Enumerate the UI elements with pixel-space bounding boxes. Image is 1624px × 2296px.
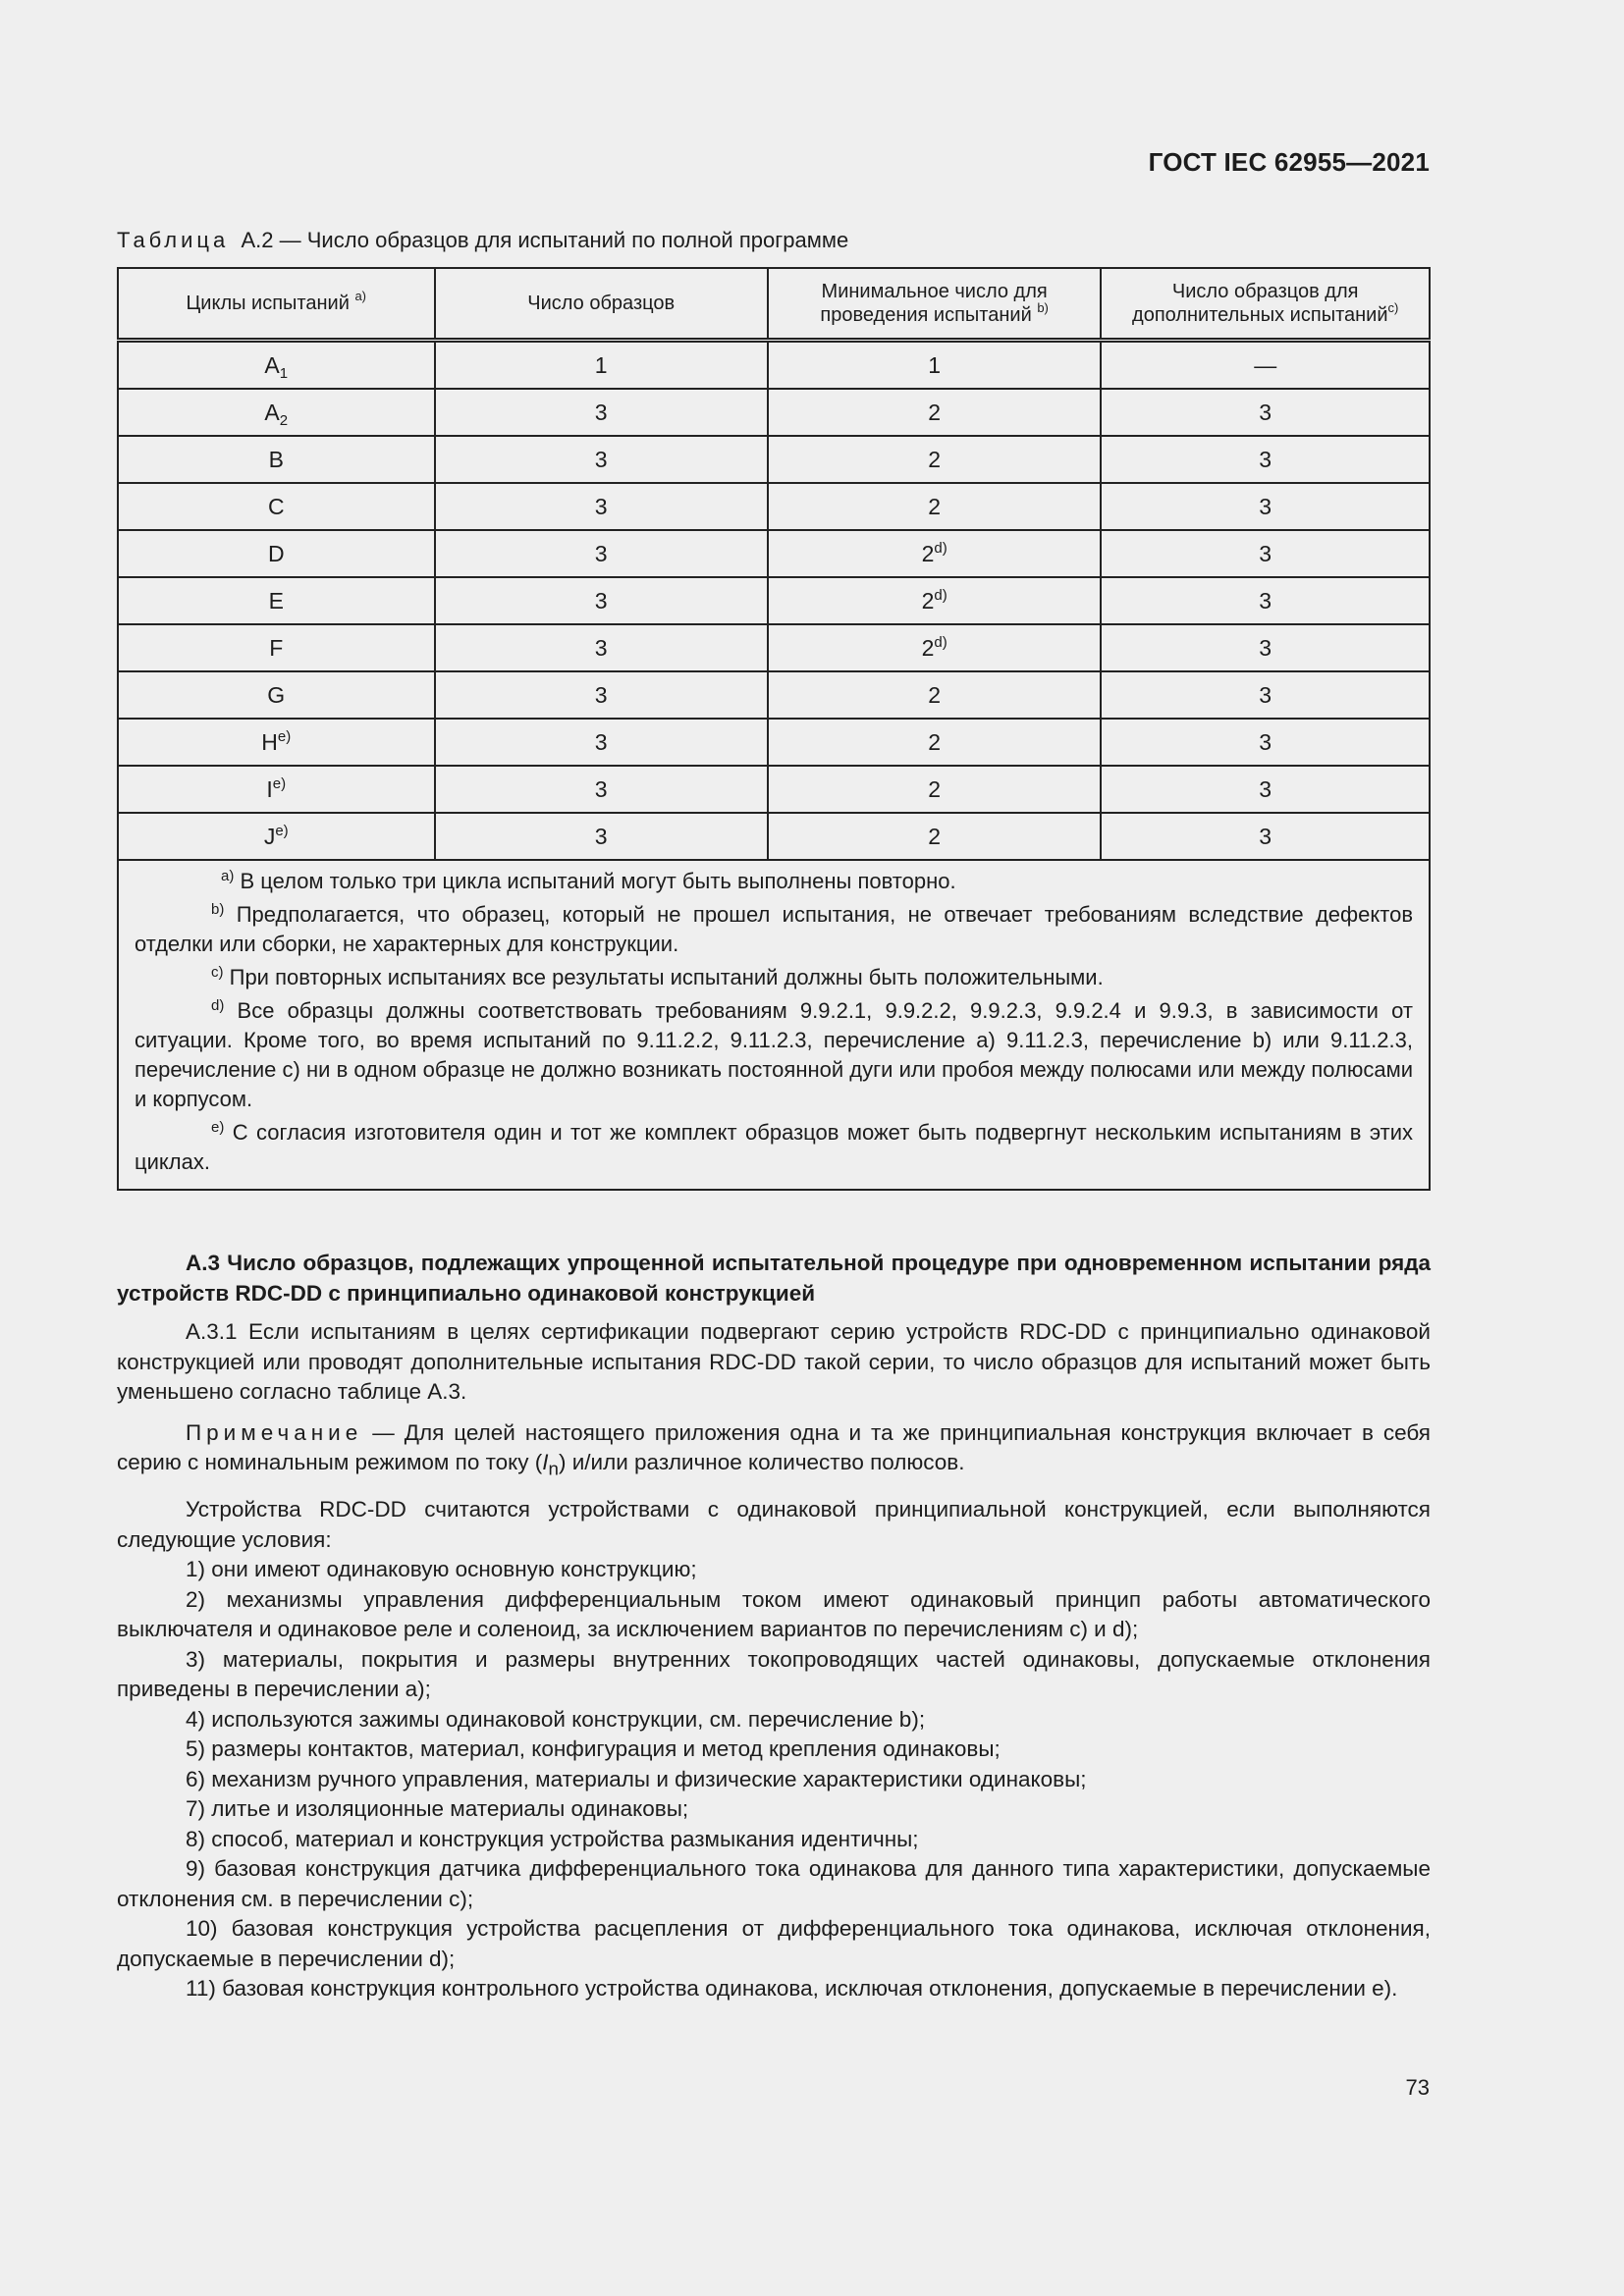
cell-cycle: $A_2$ [118,389,435,436]
cell-additional: 3 [1101,813,1430,860]
table-caption-label: Таблица [117,228,230,252]
list-item: 4) используются зажимы одинаковой конструкции, см. перечисление b); [186,1706,926,1732]
cell-cycle: $I^{e)}$ [118,766,435,813]
cell-samples: 3 [435,577,768,624]
header-min-number: Минимальное число для проведения испытаний $^{b)}$ [768,268,1102,341]
cell-additional: 3 [1101,530,1430,577]
cell-min: 2$^{d)}$ [768,624,1102,671]
section-heading: А.3 Число образцов, подлежащих упрощенной испытательной процедуре при одновременном испытании ряда устройств RDC-DD с принципиально одинаковой конструкцией [117,1251,1431,1306]
header-sample-count: Число образцов [435,268,768,341]
list-item: 9) базовая конструкция датчика дифференциального тока одинакова для данного типа характеристики, допускаемые отклонения см. в перечислении с); [117,1856,1431,1911]
cell-cycle: C [118,483,435,530]
list-item: 10) базовая конструкция устройства расцепления от дифференциального тока одинакова, исключая отклонения, допускаемые в перечислении d); [117,1916,1431,1971]
note-label: Примечание [186,1419,363,1445]
document-id: ГОСТ IEC 62955—2021 [1148,147,1430,177]
list-item: 6) механизм ручного управления, материалы и физические характеристики одинаковы; [186,1766,1087,1791]
list-item: 2) механизмы управления дифференциальным током имеют одинаковый принцип работы автоматического выключателя и одинаковое реле и соленоид, за исключением вариантов по перечислениям с) и d); [117,1586,1431,1641]
cell-cycle: G [118,671,435,719]
cell-additional: 3 [1101,483,1430,530]
cell-min: 2 [768,719,1102,766]
conditions-intro: Устройства RDC-DD считаются устройствами с одинаковой принципиальной конструкцией, если выполняются следующие условия: [117,1497,1431,1552]
cell-samples: 3 [435,719,768,766]
table-row [118,624,1430,671]
cell-cycle: $H^{e)}$ [118,719,435,766]
cell-cycle: $J^{e)}$ [118,813,435,860]
conditions-list [117,1555,1431,2004]
table-row [118,389,1430,436]
cell-min: 2 [768,766,1102,813]
cell-min: 2 [768,389,1102,436]
cell-cycle: F [118,624,435,671]
table-footnotes [118,860,1430,1190]
cell-samples: 3 [435,483,768,530]
list-item: 11) базовая конструкция контрольного устройства одинакова, исключая отклонения, допускаемые в перечислении е). [186,1976,1398,2001]
list-item: 1) они имеют одинаковую основную конструкцию; [186,1557,697,1581]
footnote-a: $^{a)}$ В целом только три цикла испытаний могут быть выполнены повторно. [221,868,956,893]
cell-min: 1 [768,341,1102,390]
cell-samples: 3 [435,436,768,483]
table-row [118,530,1430,577]
cell-samples: 3 [435,389,768,436]
samples-table [117,267,1431,1191]
note-paragraph: Примечание — Для целей настоящего приложения одна и та же принципиальная конструкция включает в себя серию с номинальным режимом по току $(I_n)$ и/или различное количество полюсов. [117,1419,1431,1479]
cell-min: 2 [768,436,1102,483]
cell-cycle: B [118,436,435,483]
cell-min: 2 [768,813,1102,860]
footnote-d: $^{d)}$ Все образцы должны соответствовать требованиям 9.9.2.1, 9.9.2.2, 9.9.2.3, 9.9.2.4 и 9.9.3, в зависимости от ситуации. Кроме того, во время испытаний по 9.11.2.2, 9.11.2.3, перечисление а) 9.11.2.3, перечисление b) или 9.11.2.3, перечисление с) ни в одном образце не должно возникать постоянной дуги или пробоя между полюсами или между полюсами и корпусом. [135,997,1413,1111]
table-row [118,577,1430,624]
paragraph-a3-1: А.3.1 Если испытаниям в целях сертификации подвергают серию устройств RDC-DD с принципиально одинаковой конструкцией или проводят дополнительные испытания RDC-DD такой серии, то число образцов для испытаний может быть уменьшено согласно таблице А.3. [117,1319,1431,1404]
table-row [118,483,1430,530]
cell-additional: 3 [1101,719,1430,766]
cell-samples: 3 [435,530,768,577]
cell-samples: 3 [435,671,768,719]
table-row [118,671,1430,719]
table-row [118,766,1430,813]
cell-min: 2 [768,483,1102,530]
cell-additional: 3 [1101,671,1430,719]
page-number: 73 [1405,2075,1430,2100]
header-test-cycles: Циклы испытаний $^{a)}$ [118,268,435,341]
cell-min: 2 [768,671,1102,719]
footnote-e: $^{e)}$ С согласия изготовителя один и тот же комплект образцов может быть подвергнут нескольким испытаниям в этих циклах. [135,1119,1413,1174]
cell-additional: 3 [1101,389,1430,436]
cell-additional: 3 [1101,436,1430,483]
footnote-b: $^{b)}$ Предполагается, что образец, который не прошел испытания, не отвечает требованиям вследствие дефектов отделки или сборки, не характерных для конструкции. [135,901,1414,956]
cell-samples: 3 [435,766,768,813]
cell-additional: 3 [1101,577,1430,624]
cell-samples: 3 [435,624,768,671]
footnote-c: $^{c)}$ При повторных испытаниях все результаты испытаний должны быть положительными. [211,964,1104,989]
table-caption-text: А.2 — Число образцов для испытаний по полной программе [241,228,849,252]
cell-cycle: $A_1$ [118,341,435,390]
list-item: 7) литье и изоляционные материалы одинаковы; [186,1796,689,1821]
list-item: 3) материалы, покрытия и размеры внутренних токопроводящих частей одинаковы, допускаемые отклонения приведены в перечислении а); [117,1646,1431,1701]
cell-samples: 3 [435,813,768,860]
table-row [118,436,1430,483]
cell-cycle: E [118,577,435,624]
table-caption [117,228,848,253]
cell-additional: — [1101,341,1430,390]
table-header-row [118,268,1430,341]
header-additional-tests: Число образцов для дополнительных испытаний$^{c)}$ [1101,268,1430,341]
table-row [118,719,1430,766]
list-item: 8) способ, материал и конструкция устройства размыкания идентичны; [186,1826,919,1851]
section-a3 [117,1249,1431,2004]
cell-additional: 3 [1101,766,1430,813]
table-row [118,341,1430,390]
cell-cycle: D [118,530,435,577]
list-item: 5) размеры контактов, материал, конфигурация и метод крепления одинаковы; [186,1736,1001,1761]
cell-samples: 1 [435,341,768,390]
cell-additional: 3 [1101,624,1430,671]
cell-min: 2$^{d)}$ [768,530,1102,577]
cell-min: 2$^{d)}$ [768,577,1102,624]
table-row [118,813,1430,860]
